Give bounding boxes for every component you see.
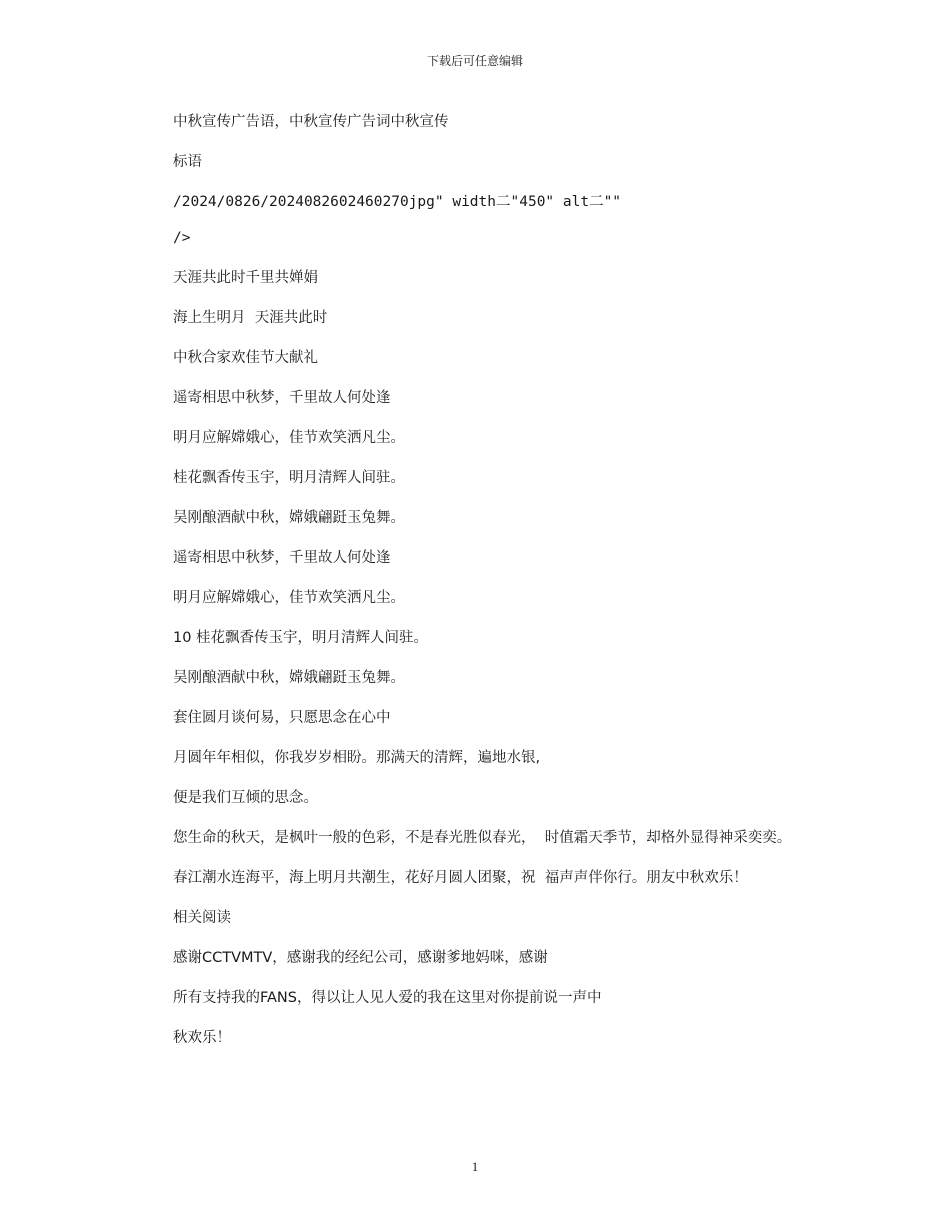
paragraph: 标语: [173, 154, 202, 170]
paragraph: 明月应解嫦娥心，佳节欢笑洒凡尘。: [173, 430, 405, 446]
paragraph: 所有支持我的FANS，得以让人见人爱的我在这里对你提前说一声中: [173, 990, 602, 1006]
code-line: />: [173, 230, 191, 246]
page-number: 1: [471, 1159, 479, 1174]
paragraph: 套住圆月谈何易，只愿思念在心中: [173, 710, 391, 726]
paragraph: 中秋宣传广告语，中秋宣传广告词中秋宣传: [173, 114, 449, 130]
paragraph: 遥寄相思中秋梦，千里故人何处逢: [173, 390, 391, 406]
section-heading: 相关阅读: [173, 910, 231, 926]
paragraph: 吴刚酿酒献中秋，嫦娥翩跹玉兔舞。: [173, 510, 405, 526]
paragraph: 感谢CCTVMTV，感谢我的经纪公司，感谢爹地妈咪，感谢: [173, 950, 548, 966]
paragraph: 海上生明月 天涯共此时: [173, 310, 328, 326]
document-body: [140, 112, 820, 1068]
paragraph: 便是我们互倾的思念。: [173, 790, 318, 806]
paragraph: 明月应解嫦娥心，佳节欢笑洒凡尘。: [173, 590, 405, 606]
code-line: /2024/0826/2024082602460270jpg" width二"450" alt二"": [173, 194, 622, 210]
paragraph: 月圆年年相似，你我岁岁相盼。那满天的清辉，遍地水银,: [173, 750, 541, 766]
paragraph: 天涯共此时千里共婵娟: [173, 270, 318, 286]
paragraph: 10 桂花飘香传玉宇，明月清辉人间驻。: [173, 630, 429, 646]
paragraph: 吴刚酿酒献中秋，嫦娥翩跹玉兔舞。: [173, 670, 405, 686]
paragraph: 中秋合家欢佳节大献礼: [173, 350, 318, 366]
paragraph: 桂花飘香传玉宇，明月清辉人间驻。: [173, 470, 405, 486]
paragraph: 秋欢乐！: [173, 1030, 231, 1046]
page-header: 下载后可任意编辑: [426, 54, 523, 68]
paragraph: 您生命的秋天，是枫叶一般的色彩，不是春光胜似春光， 时值霜天季节，却格外显得神采奕奕。: [173, 830, 792, 846]
paragraph: 春江潮水连海平，海上明月共潮生，花好月圆人团聚，祝 福声声伴你行。朋友中秋欢乐！: [173, 870, 748, 886]
paragraph: 遥寄相思中秋梦，千里故人何处逢: [173, 550, 391, 566]
